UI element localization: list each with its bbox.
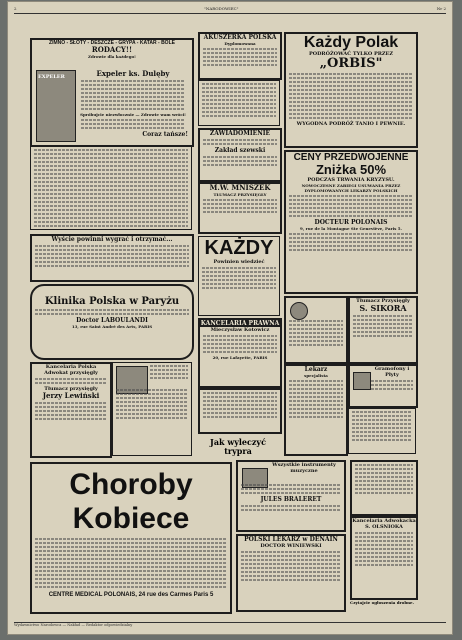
- ad-ceny-doc: DOCTEUR POLONAIS: [314, 219, 388, 226]
- page-header: [14, 5, 446, 14]
- ad-zawiadomienie-title: ZAWIADOMIENIE: [209, 130, 271, 137]
- ad-ceny-line: PODCZAS TRWANIA KRYZYSU.: [307, 177, 395, 183]
- ad-klinika: [30, 284, 194, 360]
- ad-small-b: [198, 388, 282, 434]
- ad-wszystkie-name: JULES BRALERET: [260, 496, 322, 503]
- ad-ceny-mid: NOWOCZESNE ZABIEGI USUWANIA PRZEZ DYPLOMOWANYCH LEKARZY POLSKICH: [301, 183, 401, 193]
- ad-kancelaria-adwokacka: [350, 516, 418, 600]
- ad-zimno-cta: Coraz tańsze!: [142, 131, 188, 138]
- ad-klinika-sub: Doctor LABOULANDI: [76, 317, 148, 324]
- ad-gramofony: [348, 364, 418, 408]
- ad-kancelaria-name: Mieczysław Kotowicz: [210, 327, 270, 333]
- ad-klinika-title: Klinika Polska w Paryżu: [44, 296, 180, 307]
- ad-sikora-name: S. SIKORA: [359, 303, 407, 313]
- ad-zawiadomienie: [198, 128, 282, 182]
- ad-wyscie: [30, 234, 194, 282]
- ad-gramofony-title: Gramofony i Płyty: [374, 366, 410, 378]
- ad-orbis: [284, 32, 418, 148]
- ad-choroby-foot: CENTRE MEDICAL POLONAIS, 24 rue des Carmes Paris 5: [48, 592, 214, 598]
- ad-illustrated: [112, 362, 192, 456]
- issue-number: Nr 2: [436, 6, 446, 11]
- ad-orbis-sub: PODRÓŻOWAĆ TYLKO PRZEZ: [308, 51, 393, 57]
- ad-ceny-addr: 9, rue de la Montagne Ste Geneviève, Paris 5.: [300, 226, 402, 231]
- newspaper-title: "NARODOWIEC": [204, 6, 239, 11]
- ad-small-a: [198, 80, 280, 126]
- ad-tlumacz-sub: TŁUMACZ PRZYSIĘGŁY: [213, 192, 267, 197]
- ad-klinika-addr: 13, rue Saint André des Arts, PARIS: [71, 324, 153, 329]
- ad-ceny: [284, 150, 418, 294]
- ad-zimno-line: Zdrowie dla każdego!: [88, 54, 136, 59]
- czytajcie-note: Czytajcie ogłoszenia drobne.: [350, 600, 414, 605]
- ad-zawiadomienie-body: Zakład szewski: [214, 147, 266, 154]
- ad-zimno-title: ZIMNO - SŁOTY - DESZCZE - GRYPA - KATAR - BÓLE: [49, 40, 175, 46]
- ad-sachsel: [284, 296, 348, 364]
- ad-kancelaria-prawna: [198, 318, 282, 388]
- ad-wszystkie: [236, 460, 346, 532]
- ad-wszystkie-title: Wszystkie instrumenty muzyczne: [272, 462, 336, 474]
- ad-akuszerka-sub: Dyplomowana: [224, 41, 256, 46]
- ad-pomy-name: S. OLSNIOKA: [365, 524, 403, 530]
- ad-kancelaria-addr: 20, rue Lafayette, PARIS: [212, 355, 268, 360]
- ad-ceny-title: CENY PRZEDWOJENNE: [293, 152, 409, 163]
- portrait-image: [290, 302, 308, 320]
- ad-choroby: [30, 462, 232, 614]
- ad-kancelaria2-title: Kancelaria Polska: [45, 364, 97, 370]
- ad-polski-lekarz: [236, 534, 346, 612]
- ad-orbis-foot: WYGODNA PODRÓŻ TANIO I PEWNIE.: [296, 121, 406, 127]
- ad-kancelaria-title: KANCELARIA PRAWNA: [200, 320, 280, 327]
- ad-tlumacz-title: M.W. MNISZEK: [209, 183, 271, 192]
- ad-kazdy-title: KAŻDY: [204, 237, 274, 259]
- ad-choroby-title: Choroby Kobiece: [69, 468, 193, 535]
- ad-small-c: [348, 408, 416, 454]
- page-number: 2: [14, 6, 17, 11]
- page-footer: Wydawnictwo Narodowca — Nakład — Redaktor odpowiedzialny: [14, 622, 446, 627]
- ad-tlumacz: [198, 182, 282, 234]
- ad-akuszerka: [198, 32, 282, 80]
- ad-zimno-sub: RODACY!!: [91, 45, 133, 54]
- ad-kancelaria-polska: [30, 362, 112, 458]
- ad-kancelaria2-person: Jerzy Lewiński: [42, 391, 100, 400]
- ad-kancelaria2-name: Adwokat przysięgły: [44, 370, 98, 376]
- ad-tryp-title: Jak wyleczyć trypra: [210, 437, 266, 456]
- ad-zimno-name: Expeler ks. Dulęby: [96, 69, 170, 78]
- ad-kazdy-sub: Powinien wiedzieć: [213, 259, 265, 265]
- ad-zimno-tag: Spróbujcie niezwłocznie — Zdrowie wam wróci!: [80, 112, 186, 117]
- ad-lekarz-title: Lekarz: [304, 366, 328, 373]
- ad-polski-lekarz-title: POLSKI LEKARZ w DENAIN: [244, 536, 338, 543]
- ad-kazdy: [198, 236, 280, 316]
- ad-orbis-brand: „ORBIS": [319, 56, 383, 71]
- article-text-block: [30, 146, 192, 230]
- ad-sikora: [348, 296, 418, 364]
- ad-orbis-title: Każdy Polak: [303, 34, 399, 51]
- ad-small-d: [350, 460, 418, 516]
- ad-wyscie-title: Wyście powinni wygrać i otrzymać...: [51, 236, 173, 243]
- ad-kancelaria2-tlum: Tłumacz przysięgły: [44, 386, 98, 392]
- expeler-bottle-image: [36, 70, 76, 142]
- ad-lekarz: [284, 364, 348, 456]
- ad-sikora-title: Tłumacz Przysięgły: [356, 298, 410, 304]
- ad-zimno: [30, 38, 194, 147]
- ad-ceny-sub: Zniżka 50%: [315, 162, 387, 177]
- ad-pomy-title: Kancelaria Adwokacka: [352, 518, 416, 524]
- ad-akuszerka-title: AKUSZERKA POLSKA: [203, 34, 277, 41]
- ad-lekarz-body: specjalista: [304, 373, 328, 378]
- expeler-brand: EXPELER: [38, 74, 65, 80]
- ad-polski-lekarz-name: DOCTOR WINIEWSKI: [260, 543, 322, 549]
